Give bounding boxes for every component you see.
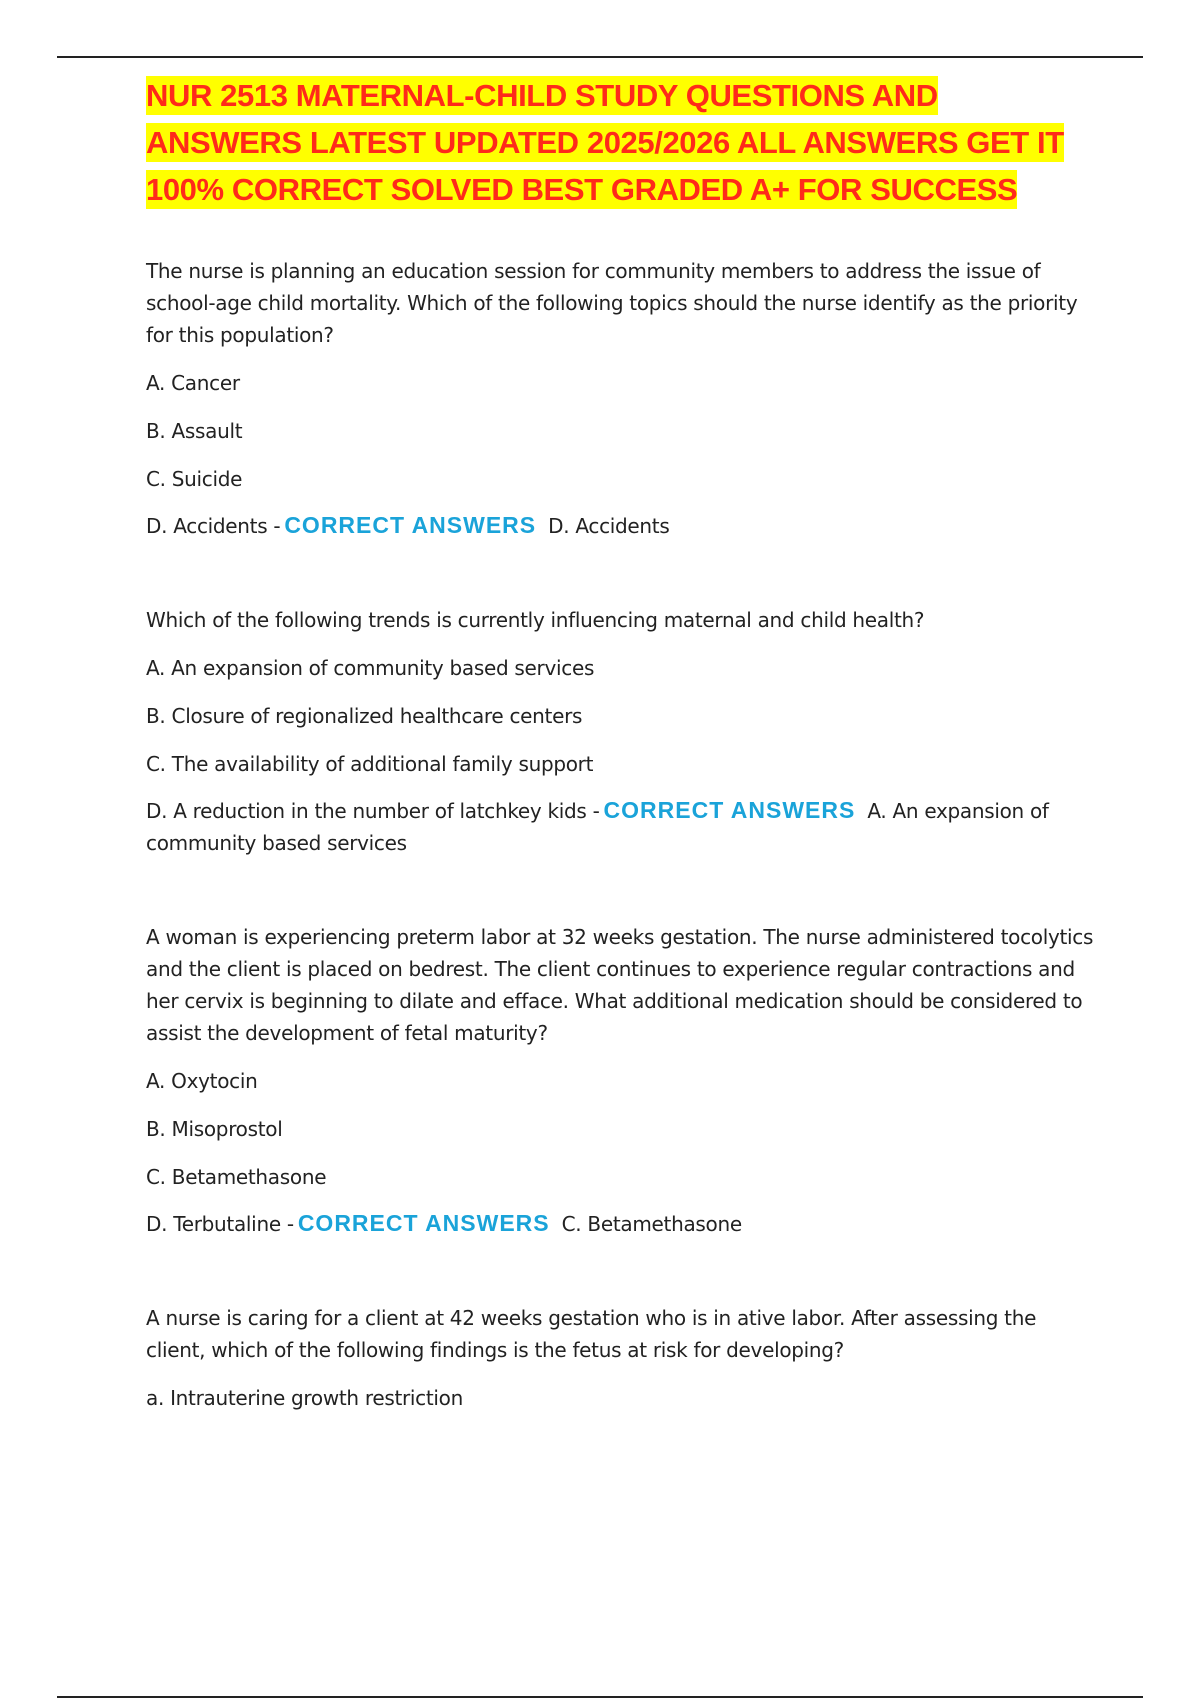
- document-body: [146, 72, 1096, 1414]
- question-3-option-d: D. Terbutaline -: [146, 1212, 294, 1236]
- question-3-answer: C. Betamethasone: [561, 1212, 742, 1236]
- correct-answers-label: CORRECT ANSWERS: [284, 512, 537, 538]
- question-1-answer: D. Accidents: [548, 514, 670, 538]
- question-4: [146, 1302, 1096, 1414]
- question-2-answer: A. An expansion of community based services: [146, 799, 1049, 855]
- question-3-option-b: B. Misoprostol: [146, 1117, 283, 1141]
- question-3-option-a: A. Oxytocin: [146, 1069, 258, 1093]
- question-2-answer-line: [146, 794, 1096, 859]
- question-2-option-d: D. A reduction in the number of latchkey kids -: [146, 799, 600, 823]
- question-1-option-d: D. Accidents -: [146, 514, 281, 538]
- correct-answers-label: CORRECT ANSWERS: [297, 1210, 550, 1236]
- correct-answers-label: CORRECT ANSWERS: [603, 797, 856, 823]
- document-title: [146, 72, 1096, 213]
- question-3-answer-line: [146, 1207, 1096, 1240]
- question-1: [146, 255, 1096, 542]
- question-1-option-a: A. Cancer: [146, 371, 240, 395]
- question-1-option-c: C. Suicide: [146, 467, 243, 491]
- question-3-option-c: C. Betamethasone: [146, 1165, 327, 1189]
- question-4-option-a: a. Intrauterine growth restriction: [146, 1386, 463, 1410]
- title-line-3: 100% CORRECT SOLVED BEST GRADED A+ FOR SUCCESS: [146, 172, 1018, 207]
- question-2-option-b: B. Closure of regionalized healthcare centers: [146, 704, 583, 728]
- question-4-text: A nurse is caring for a client at 42 weeks gestation who is in ative labor. After assessing the client, which of the following findings is the fetus at risk for developing?: [146, 1306, 1037, 1362]
- question-1-option-b: B. Assault: [146, 419, 243, 443]
- question-3-text: A woman is experiencing preterm labor at 32 weeks gestation. The nurse administered tocolytics and the client is placed on bedrest. The client continues to experience regular contractions and her cervix is beginning to dilate and efface. What additional medication should be considered to assist the development of fetal maturity?: [146, 925, 1094, 1045]
- title-line-1: NUR 2513 MATERNAL-CHILD STUDY QUESTIONS AND: [146, 78, 938, 113]
- question-2-text: Which of the following trends is currently influencing maternal and child health?: [146, 608, 925, 632]
- top-divider: [57, 56, 1143, 58]
- question-3: [146, 921, 1096, 1240]
- question-2-option-c: C. The availability of additional family support: [146, 752, 594, 776]
- question-1-answer-line: [146, 509, 1096, 542]
- question-2: [146, 604, 1096, 859]
- title-line-2: ANSWERS LATEST UPDATED 2025/2026 ALL ANSWERS GET IT: [146, 125, 1064, 160]
- question-2-option-a: A. An expansion of community based services: [146, 656, 595, 680]
- bottom-divider: [57, 1696, 1143, 1698]
- question-1-text: The nurse is planning an education session for community members to address the issue of school-age child mortality. Which of the following topics should the nurse identify as the priority for this population?: [146, 259, 1078, 347]
